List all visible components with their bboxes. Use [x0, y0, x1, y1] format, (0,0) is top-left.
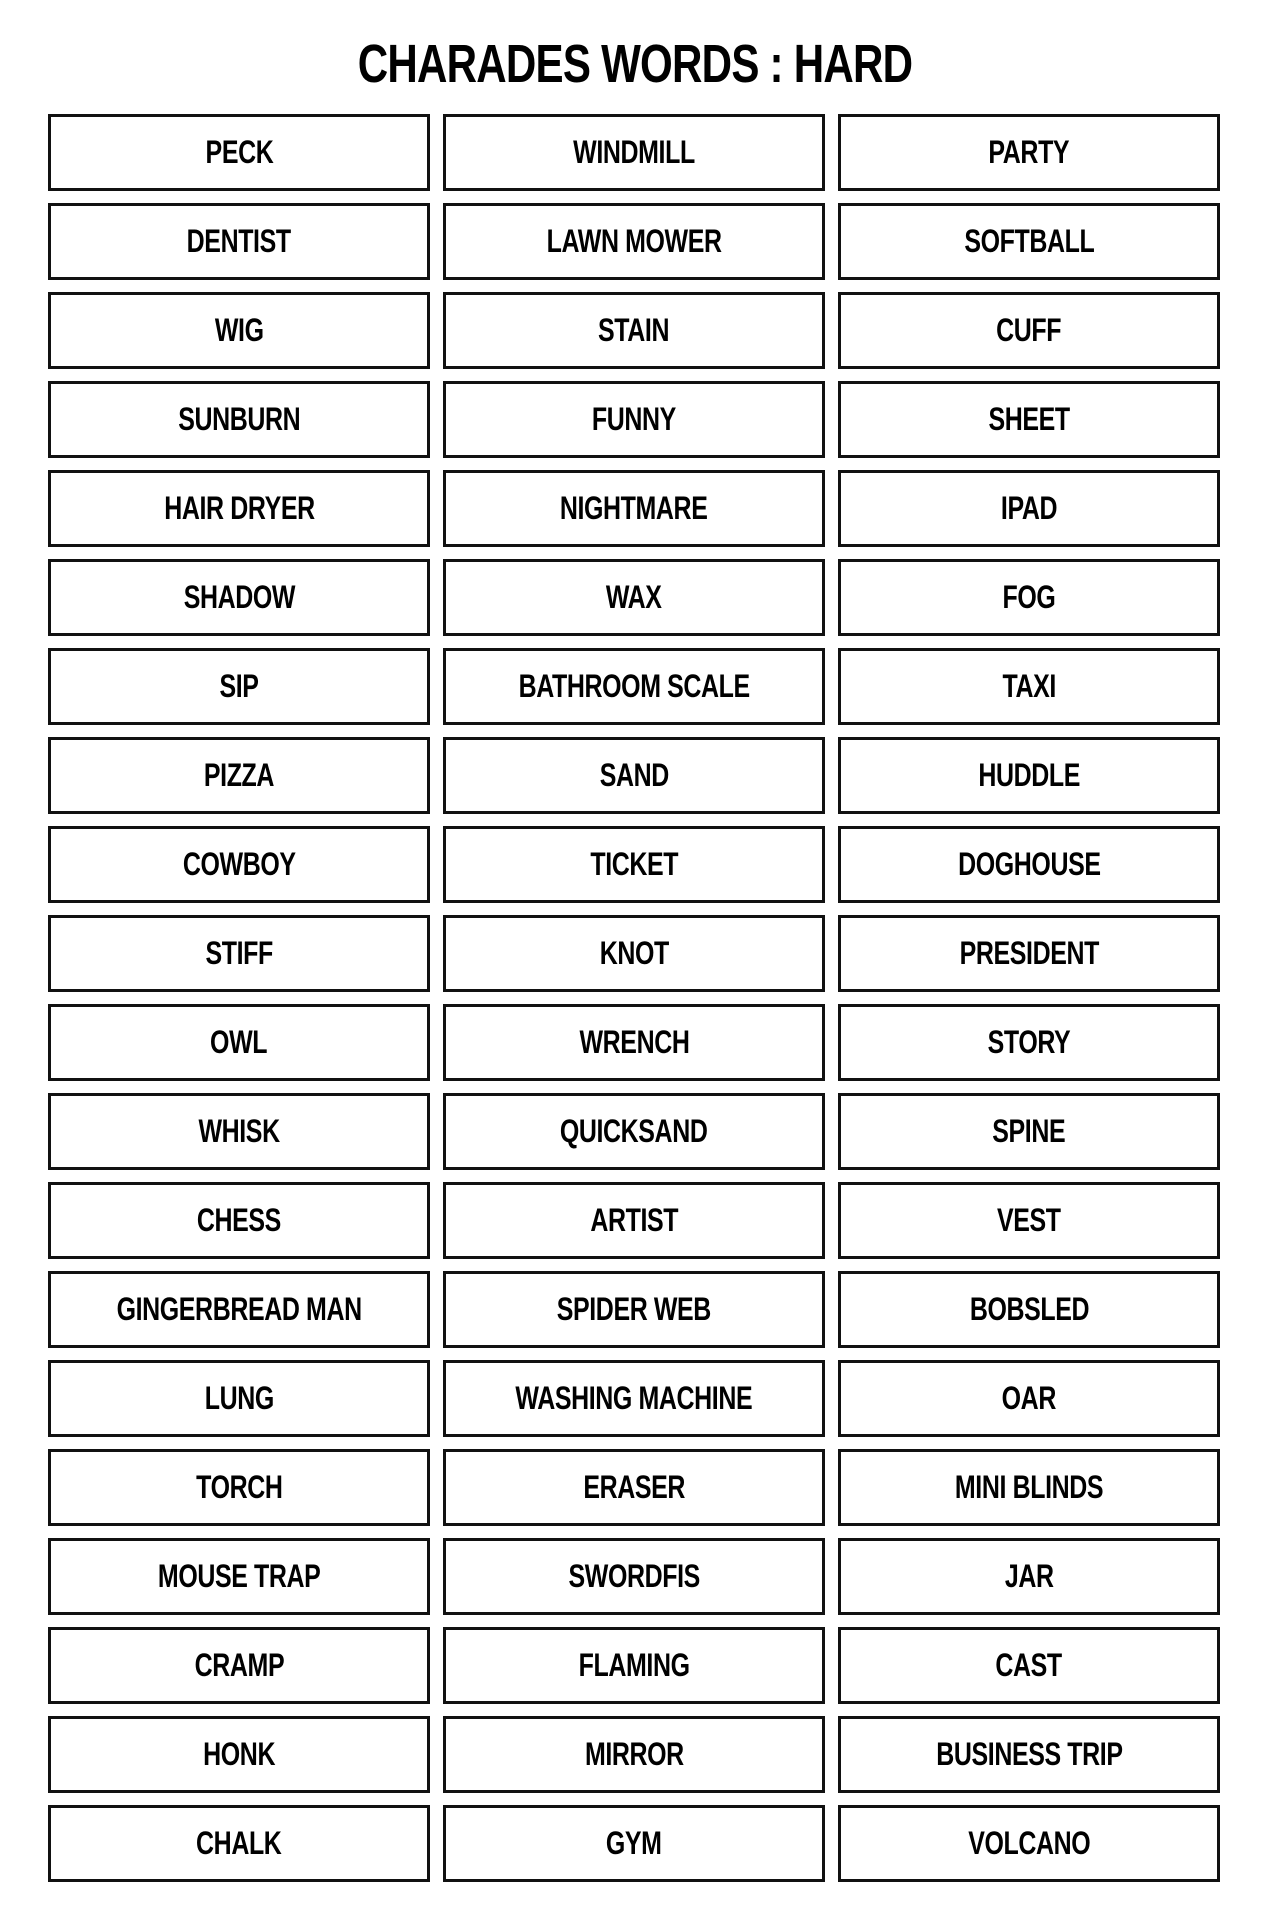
page-title: CHARADES WORDS : HARD — [357, 34, 913, 94]
word-card-label: OAR — [1001, 1380, 1057, 1416]
word-card — [48, 1627, 430, 1704]
word-card — [838, 1805, 1220, 1882]
word-card-label: WHISK — [198, 1113, 280, 1149]
word-card-label: TORCH — [195, 1469, 283, 1505]
word-card — [48, 1182, 430, 1259]
word-card — [48, 470, 430, 547]
word-card-label: SHADOW — [183, 579, 295, 615]
word-card — [838, 1538, 1220, 1615]
word-card — [443, 915, 825, 992]
word-card — [48, 1538, 430, 1615]
word-card-label: LUNG — [204, 1380, 274, 1416]
word-card — [48, 648, 430, 725]
word-card-label: FUNNY — [591, 401, 677, 437]
word-card — [838, 648, 1220, 725]
word-card — [838, 1360, 1220, 1437]
word-card — [838, 470, 1220, 547]
word-card — [443, 648, 825, 725]
word-card — [838, 203, 1220, 280]
word-card — [838, 1182, 1220, 1259]
word-card — [838, 1627, 1220, 1704]
word-card-label: QUICKSAND — [560, 1113, 708, 1149]
word-card-label: TICKET — [590, 846, 678, 882]
word-card-label: MIRROR — [584, 1736, 684, 1772]
word-card-label: SPIDER WEB — [556, 1291, 712, 1327]
word-card-label: STORY — [987, 1024, 1071, 1060]
word-card-label: MINI BLINDS — [954, 1469, 1104, 1505]
word-card-label: PARTY — [988, 134, 1070, 170]
word-card — [838, 114, 1220, 191]
word-card — [48, 203, 430, 280]
word-card — [48, 292, 430, 369]
word-card-label: PECK — [205, 134, 273, 170]
word-card-label: SUNBURN — [177, 401, 301, 437]
word-card-label: VEST — [997, 1202, 1061, 1238]
word-card-label: SIP — [219, 668, 259, 704]
word-card-label: SOFTBALL — [964, 223, 1094, 259]
word-card-label: PIZZA — [203, 757, 275, 793]
word-card-label: ERASER — [583, 1469, 685, 1505]
word-card — [838, 915, 1220, 992]
word-card-label: WAX — [606, 579, 662, 615]
word-card — [48, 737, 430, 814]
word-card-label: STAIN — [598, 312, 670, 348]
word-card-label: JAR — [1004, 1558, 1054, 1594]
word-card — [48, 826, 430, 903]
word-card — [443, 1449, 825, 1526]
word-card — [443, 1805, 825, 1882]
word-card — [443, 559, 825, 636]
word-card — [48, 1360, 430, 1437]
word-card-label: BUSINESS TRIP — [935, 1736, 1123, 1772]
word-card-label: CHALK — [196, 1825, 282, 1861]
word-card — [48, 1716, 430, 1793]
word-card — [838, 1449, 1220, 1526]
word-card — [443, 1004, 825, 1081]
word-card — [48, 1004, 430, 1081]
word-card — [48, 1271, 430, 1348]
word-card-label: CHESS — [196, 1202, 282, 1238]
word-card-label: WRENCH — [579, 1024, 689, 1060]
word-card — [838, 292, 1220, 369]
word-card-label: MOUSE TRAP — [157, 1558, 321, 1594]
word-card — [443, 1627, 825, 1704]
word-card — [443, 1093, 825, 1170]
word-card-label: PRESIDENT — [959, 935, 1099, 971]
word-card — [443, 737, 825, 814]
word-card — [838, 381, 1220, 458]
word-card-label: DENTIST — [186, 223, 292, 259]
word-card — [443, 826, 825, 903]
word-card-label: OWL — [210, 1024, 268, 1060]
word-card — [443, 1538, 825, 1615]
word-card — [48, 114, 430, 191]
word-card-label: NIGHTMARE — [560, 490, 708, 526]
word-card — [443, 203, 825, 280]
word-card-label: GINGERBREAD MAN — [116, 1291, 362, 1327]
word-card-label: SWORDFIS — [568, 1558, 700, 1594]
word-card-label: HONK — [203, 1736, 275, 1772]
word-card-label: HAIR DRYER — [163, 490, 315, 526]
word-card — [443, 381, 825, 458]
word-card-label: HUDDLE — [978, 757, 1080, 793]
word-card-label: GYM — [606, 1825, 662, 1861]
word-card-grid — [48, 114, 1220, 1882]
word-card-label: SHEET — [988, 401, 1070, 437]
word-card — [838, 737, 1220, 814]
word-card — [838, 826, 1220, 903]
word-card — [838, 1716, 1220, 1793]
word-card-label: FLAMING — [578, 1647, 690, 1683]
word-card-label: CUFF — [996, 312, 1062, 348]
word-card — [48, 1805, 430, 1882]
word-card-label: STIFF — [205, 935, 273, 971]
word-card-label: LAWN MOWER — [546, 223, 722, 259]
word-card — [443, 1716, 825, 1793]
word-card — [48, 1449, 430, 1526]
word-card — [443, 470, 825, 547]
word-card — [443, 1360, 825, 1437]
word-card-label: COWBOY — [182, 846, 296, 882]
word-card-label: ARTIST — [590, 1202, 678, 1238]
word-card-label: WINDMILL — [573, 134, 695, 170]
word-card-label: CRAMP — [194, 1647, 284, 1683]
word-card — [48, 915, 430, 992]
word-card-label: WIG — [214, 312, 264, 348]
word-card-label: BOBSLED — [969, 1291, 1089, 1327]
word-card-label: KNOT — [599, 935, 669, 971]
word-card-label: IPAD — [1000, 490, 1058, 526]
word-card-label: FOG — [1002, 579, 1056, 615]
word-card-label: WASHING MACHINE — [515, 1380, 753, 1416]
word-card-label: VOLCANO — [967, 1825, 1091, 1861]
word-card — [443, 1182, 825, 1259]
word-card — [838, 559, 1220, 636]
word-card — [838, 1093, 1220, 1170]
word-card — [443, 292, 825, 369]
word-card — [838, 1004, 1220, 1081]
word-card — [48, 1093, 430, 1170]
word-card-label: TAXI — [1002, 668, 1056, 704]
word-card — [443, 114, 825, 191]
word-card-label: SPINE — [992, 1113, 1066, 1149]
word-card-label: CAST — [995, 1647, 1063, 1683]
word-card — [48, 381, 430, 458]
word-card-label: BATHROOM SCALE — [518, 668, 750, 704]
word-card — [443, 1271, 825, 1348]
word-card-label: SAND — [599, 757, 669, 793]
word-card — [838, 1271, 1220, 1348]
word-card-label: DOGHOUSE — [957, 846, 1101, 882]
word-card — [48, 559, 430, 636]
